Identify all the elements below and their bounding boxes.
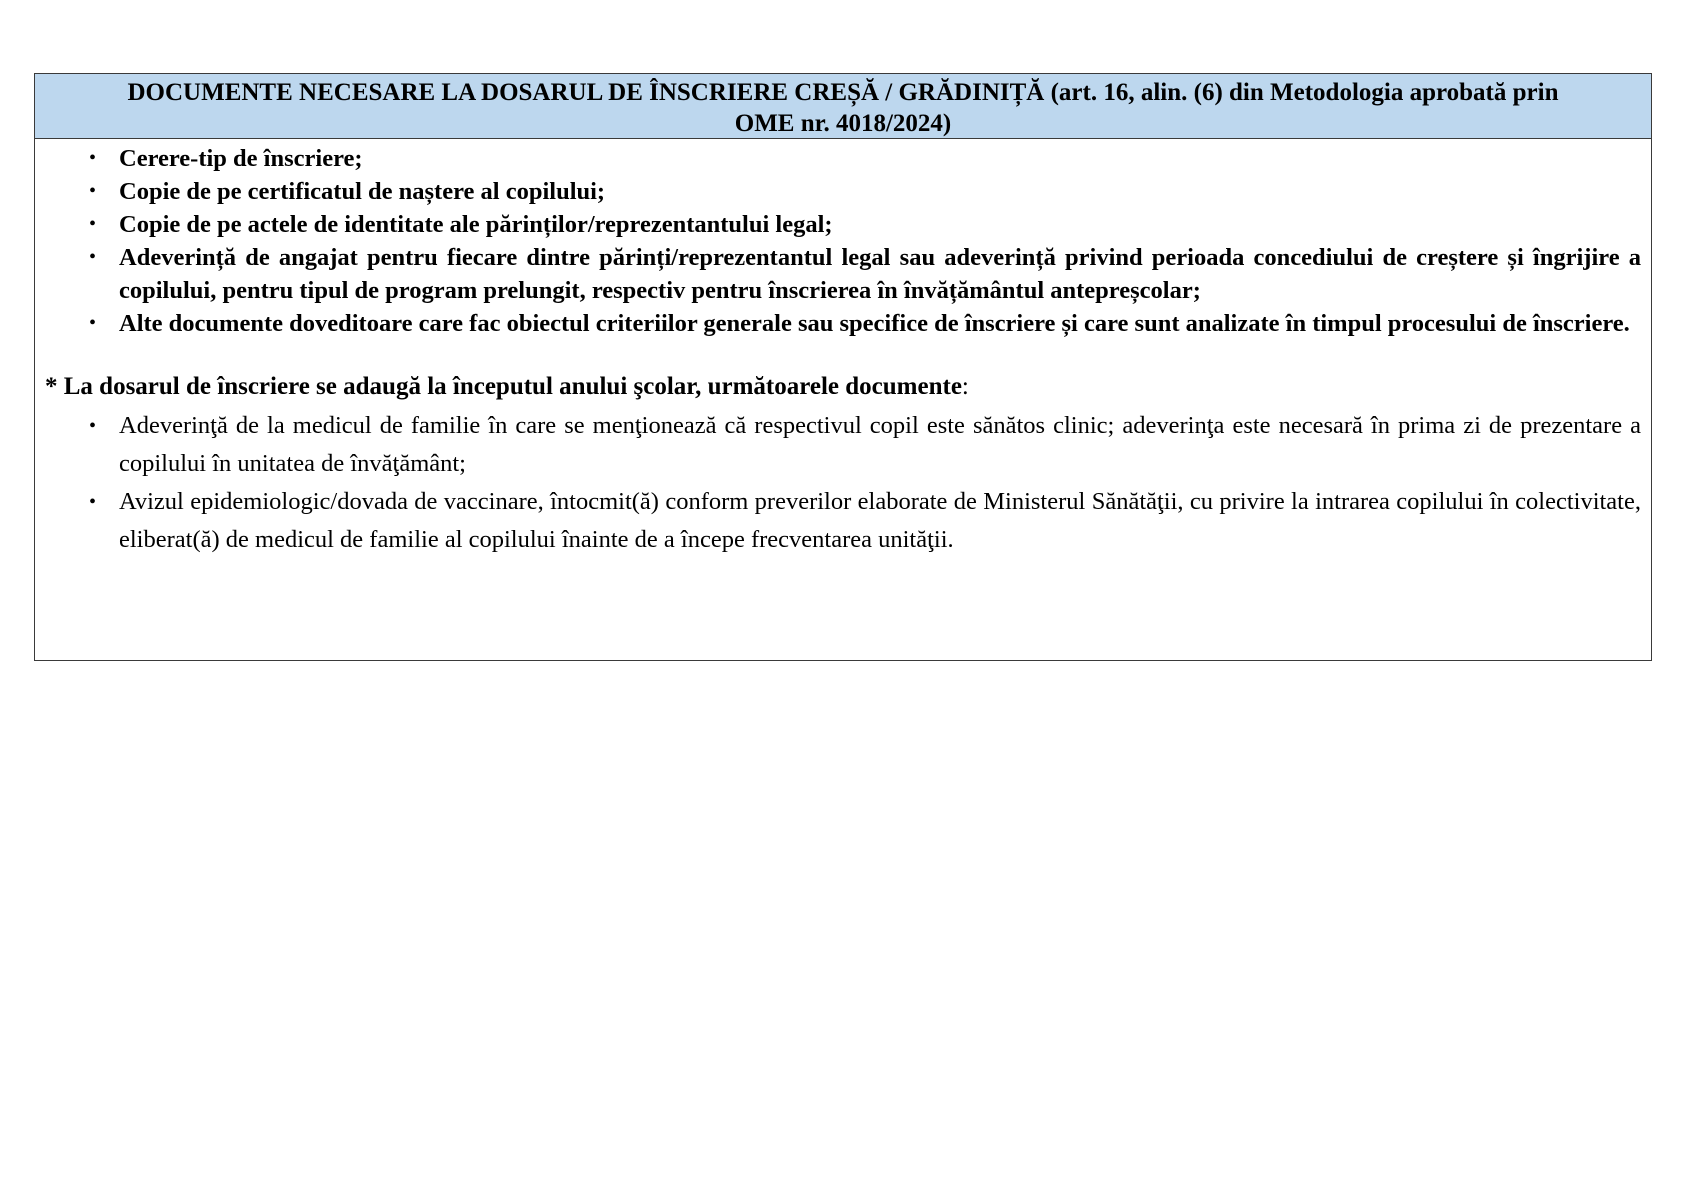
list-item <box>45 407 1641 483</box>
additional-documents-note <box>45 370 1641 403</box>
list-item <box>45 241 1641 307</box>
note-text: * La dosarul de înscriere se adaugă la începutul anului şcolar, următoarele documente <box>45 373 962 400</box>
list-item-text: Copie de pe certificatul de naștere al copilului; <box>119 178 606 205</box>
bullet-icon: • <box>89 491 97 513</box>
bullet-icon: • <box>89 180 97 202</box>
bullet-icon: • <box>89 213 97 235</box>
table-body <box>35 139 1651 559</box>
list-item <box>45 175 1641 208</box>
list-item-text: Avizul epidemiologic/dovada de vaccinare, întocmit(ă) conform preverilor elaborate de Ministerul Sănătăţii, cu privire la intrarea copilului în colectivitate, eliberat(ă) de medicul de familie al copilului înainte de a începe frecventarea unităţii. <box>119 488 1641 553</box>
documents-table <box>34 73 1652 661</box>
list-item-text: Cerere-tip de înscriere; <box>119 145 363 172</box>
table-header <box>35 74 1651 139</box>
list-item <box>45 307 1641 340</box>
list-item-text: Adeverinţă de la medicul de familie în care se menţionează că respectivul copil este sănătos clinic; adeverinţa este necesară în prima zi de prezentare a copilului în unitatea de învăţământ; <box>119 412 1641 477</box>
bullet-icon: • <box>89 147 97 169</box>
list-item <box>45 208 1641 241</box>
list-item <box>45 142 1641 175</box>
bullet-icon: • <box>89 415 97 437</box>
bullet-icon: • <box>89 246 97 268</box>
required-documents-list <box>45 142 1641 340</box>
additional-documents-list <box>45 407 1641 559</box>
page-title: DOCUMENTE NECESARE LA DOSARUL DE ÎNSCRIERE CREȘĂ / GRĂDINIȚĂ (art. 16, alin. (6) din Metodologia aprobată prin OME nr. 4018/2024) <box>127 79 1559 137</box>
bullet-icon: • <box>89 312 97 334</box>
list-item-text: Adeverință de angajat pentru fiecare dintre părinți/reprezentantul legal sau adeverință privind perioada concediului de creștere și îngrijire a copilului, pentru tipul de program prelungit, respectiv pentru înscrierea în învățământul antepreșcolar; <box>119 244 1641 304</box>
list-item <box>45 483 1641 559</box>
note-colon: : <box>961 373 969 400</box>
list-item-text: Alte documente doveditoare care fac obiectul criteriilor generale sau specifice de înscriere și care sunt analizate în timpul procesului de înscriere. <box>119 310 1630 337</box>
list-item-text: Copie de pe actele de identitate ale părinților/reprezentantului legal; <box>119 211 833 238</box>
